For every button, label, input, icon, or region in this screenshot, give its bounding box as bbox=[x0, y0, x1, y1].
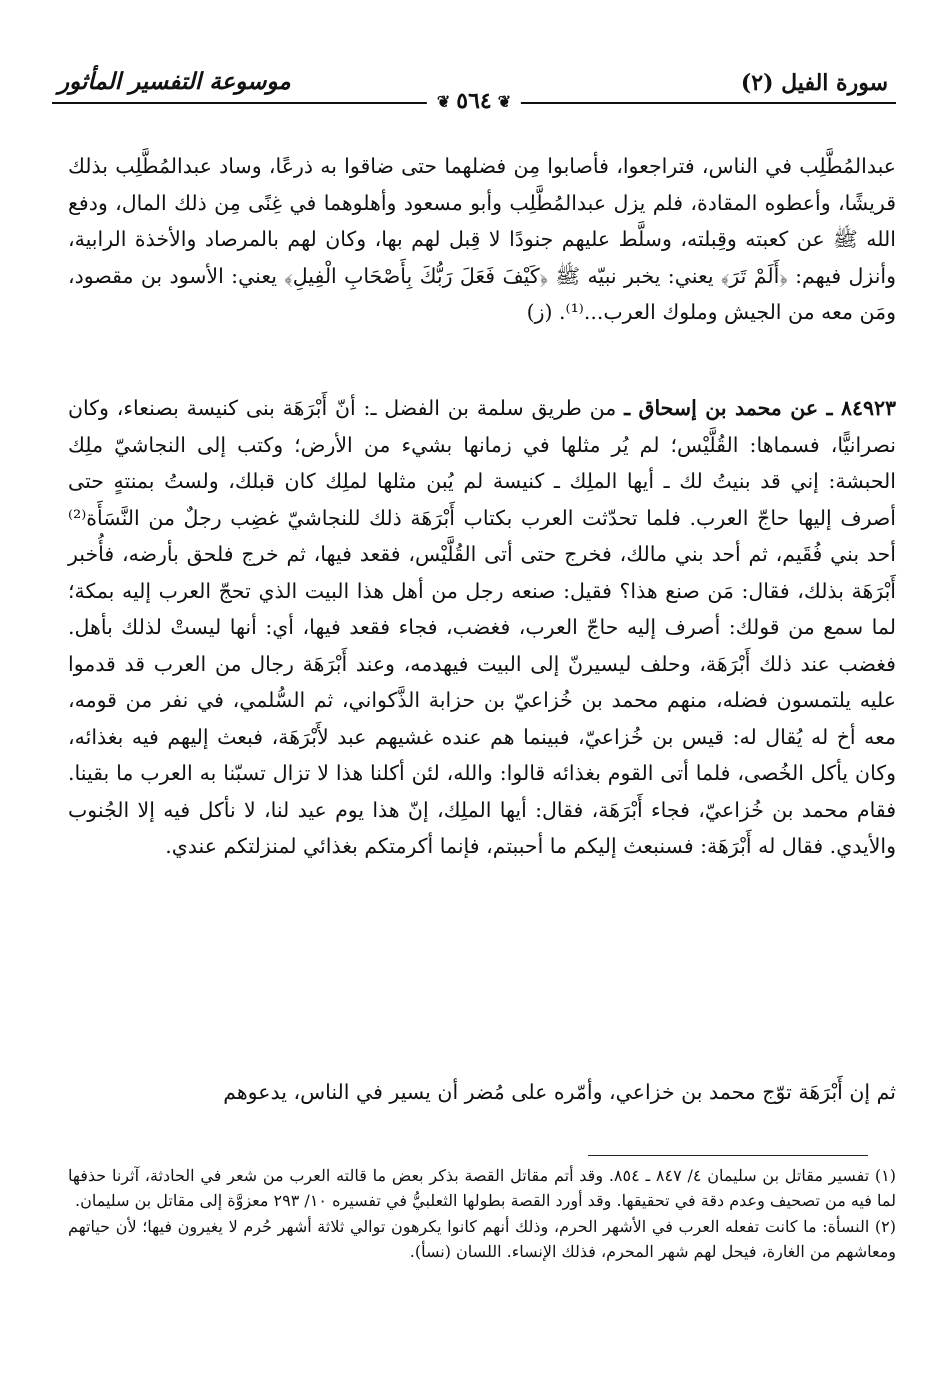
surah-title: سورة الفيل (٢) bbox=[740, 70, 888, 96]
footnotes bbox=[68, 1164, 896, 1266]
paragraph-continuation: عبدالمُطَّلِب في الناس، فتراجعوا، فأصابوا مِن فضلهما حتى ضاقوا به ذرعًا، وساد عبدالمُطَّلِب بذلك قريشًا، وأعطوه المقادة، فلم يزل عبدالمُطَّلِب وأبو مسعود وأهلوهما في غِنًى مِن ذلك المال، ودفع الله ﷺ عن كعبته وقِبلته، وسلَّط عليهم جنودًا لا قِبل لهم بها، وكان لهم بالمرصاد والأخذة الرابية، وأنزل فيهم: ﴿أَلَمْ تَرَ﴾ يعني: يخبر نبيّه ﷺ ﴿كَيْفَ فَعَلَ رَبُّكَ بِأَصْحَابِ الْفِيلِ﴾ يعني: الأسود بن مقصود، ومَن معه من الجيش وملوك العرب...⁽¹⁾. (ز) bbox=[68, 154, 896, 324]
page-header bbox=[52, 58, 896, 138]
page-number-box bbox=[427, 88, 521, 114]
footnote-separator bbox=[588, 1155, 868, 1156]
paragraph-narration bbox=[68, 390, 896, 1066]
narration-source: ـ عن محمد بن إسحاق ـ bbox=[624, 396, 841, 420]
page-number: ٥٦٤ bbox=[456, 88, 492, 114]
main-text bbox=[68, 148, 896, 1111]
narration-text: من طريق سلمة بن الفضل ـ: أنّ أَبْرَهَة بنى كنيسة بصنعاء، وكان نصرانيًّا، فسماها: القُلَّيْس؛ لم يُر مثلها في زمانها بشيء من الأرض؛ وكتب إلى النجاشيّ ملِك الحبشة: إني قد بنيتُ لك ـ أيها الملِك ـ كنيسة لم يُبن مثلها لملِك كان قبلك، ولستُ بمنتهٍ حتى أصرف إليها حاجّ العرب. فلما تحدّثت العرب بكتاب أَبْرَهَة ذلك للنجاشيّ غضِب رجلٌ من النَّسَأَة⁽²⁾ أحد بني فُقَيم، ثم أحد بني مالك، فخرج حتى أتى القُلَّيْس، فقعد فيها، ثم خرج فلحق بأرضه، فأُخبر أَبْرَهَة بذلك، فقال: مَن صنع هذا؟ فقيل: صنعه رجل من أهل هذا البيت الذي تحجّ العرب إليه بمكة؛ لما سمع من قولك: أصرف إليه حاجّ العرب، فغضب، فجاء فقعد فيها، أي: أنها ليستْ لذلك بأهل. فغضب عند ذلك أَبْرَهَة، وحلف ليسيرنّ إلى البيت فيهدمه، وعند أَبْرَهَة رجال من العرب قد قدموا عليه يلتمسون فضله، منهم محمد بن خُزاعيّ بن حزابة الذَّكواني، ثم السُّلمي، في نفر من قومه، معه أخ له يُقال له: قيس بن خُزاعيّ، فبينما هم عنده غشيهم عبد لأَبْرَهَة، فبعث إليهم فيه بغذائه، وكان يأكل الخُصى، فلما أتى القوم بغذائه قالوا: والله، لئن أكلنا هذا لا تزال تسبّنا به العرب ما بقينا. فقام محمد بن خُزاعيّ، فجاء أَبْرَهَة، فقال: أيها الملِك، إنّ هذا يوم عيد لنا، لا نأكل فيه إلا الجُنوب والأيدي. فقال له أَبْرَهَة: فسنبعث إليكم ما أحببتم، فإنما أكرمتكم بغذائي لمنزلتكم عندي. bbox=[68, 396, 896, 858]
paragraph-next: ثم إن أَبْرَهَة توّج محمد بن خزاعي، وأمّره على مُضر أن يسير في الناس، يدعوهم bbox=[223, 1080, 896, 1104]
book-title: موسوعة التفسير المأثور bbox=[58, 68, 291, 95]
footnote-1: (١) تفسير مقاتل بن سليمان ٤/ ٨٤٧ ـ ٨٥٤. وقد أتم مقاتل القصة بذكر بعض ما قالته العرب من شعر في الحادثة، آثرنا حذفها لما فيه من تصحيف وعدم دقة في تحقيقها. وقد أورد القصة بطولها الثعلبيُّ في تفسيره ١٠/ ٢٩٣ معزوَّة إلى مقاتل بن سليمان. bbox=[68, 1166, 897, 1210]
narration-number: ٨٤٩٢٣ bbox=[840, 396, 896, 420]
footnote-2: (٢) النسأة: ما كانت تفعله العرب في الأشهر الحرم، وذلك أنهم كانوا يكرهون توالي ثلاثة أشهر حُرم لا يغيرون فيها؛ لأن حياتهم ومعاشهم من الغارة، فيحل لهم شهر المحرم، فذلك الإنساء. اللسان (نسأ). bbox=[68, 1217, 896, 1261]
ornament-left-icon: ❦ bbox=[436, 91, 451, 111]
ornament-right-icon: ❦ bbox=[497, 91, 512, 111]
